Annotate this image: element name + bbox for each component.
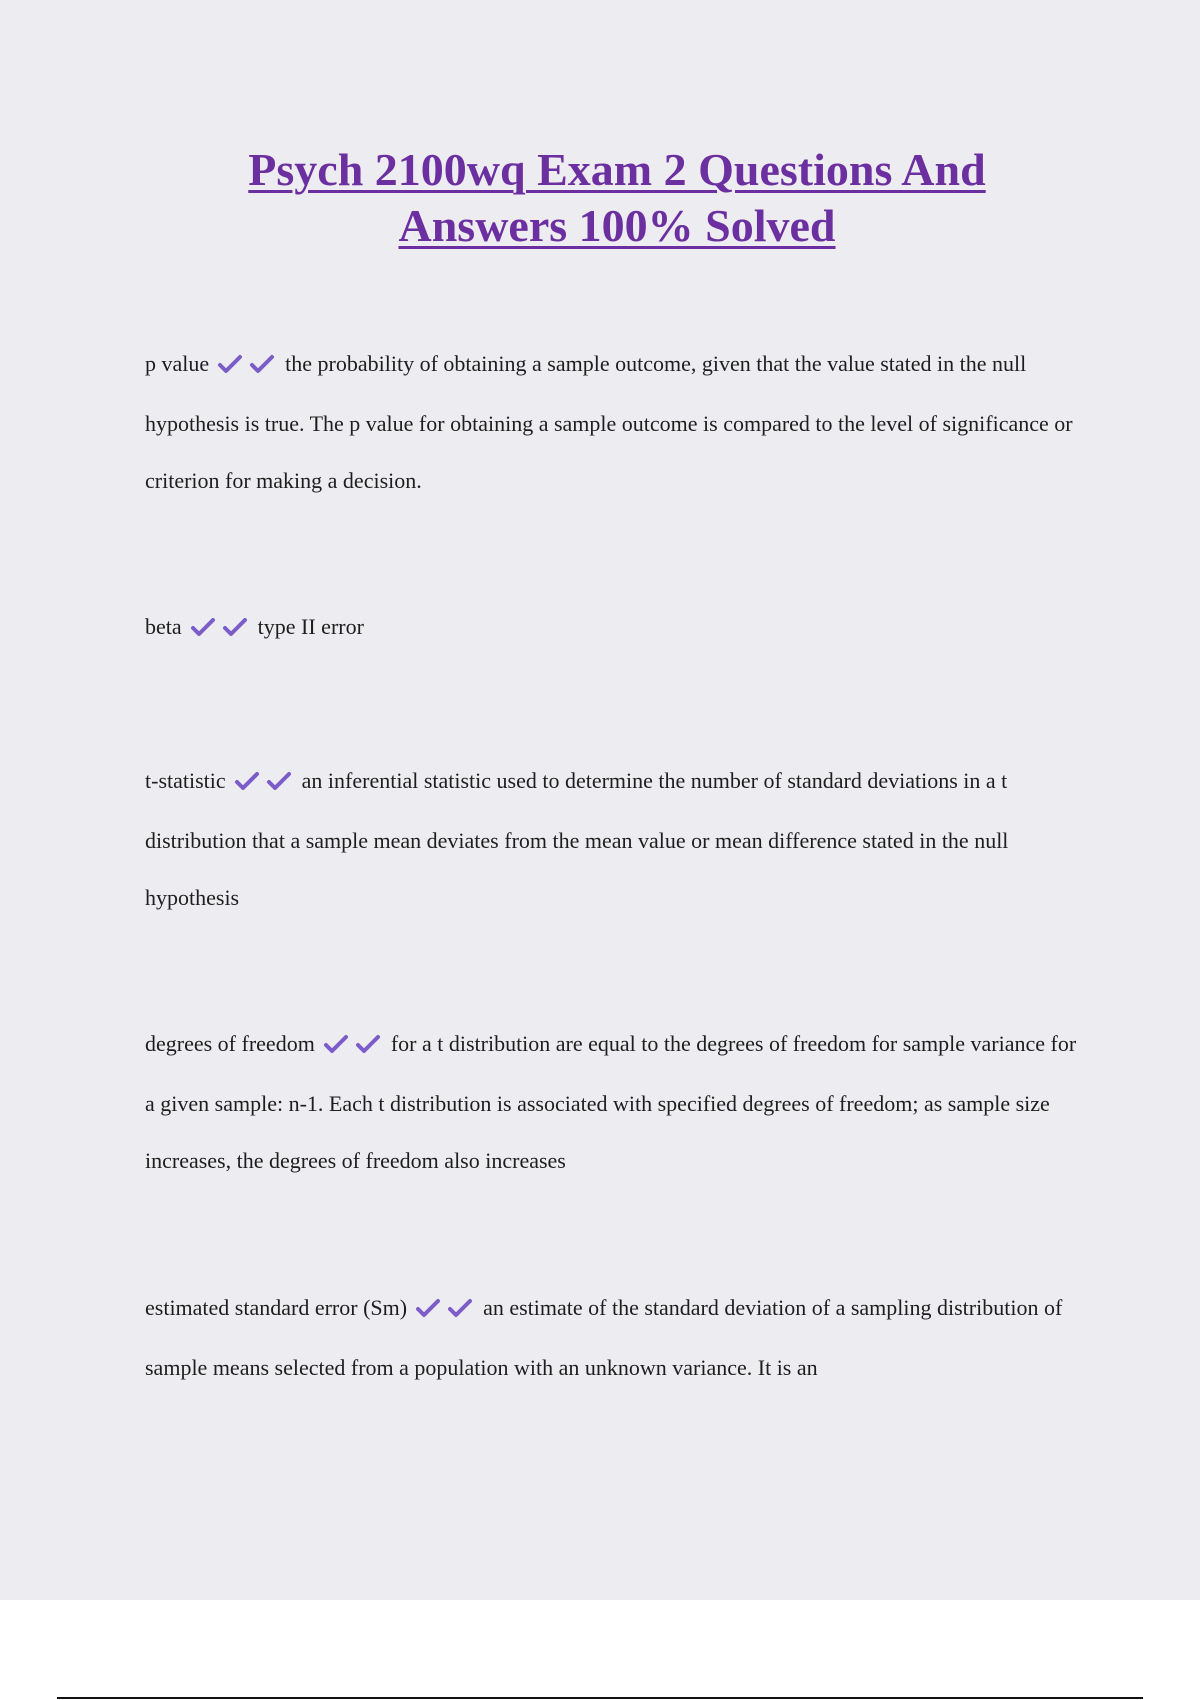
entry-term: beta xyxy=(145,614,182,639)
entry-definition: type II error xyxy=(257,614,364,639)
double-checkmark-icon xyxy=(323,1018,387,1075)
entry-degrees-of-freedom xyxy=(145,1015,1090,1189)
entry-term: degrees of freedom xyxy=(145,1031,315,1056)
entry-definition: the probability of obtaining a sample outcome, given that the value stated in the null hypothesis is true. The p value for obtaining a sample outcome is compared to the level of significance or criterion for making a decision. xyxy=(145,351,1073,493)
entry-term: p value xyxy=(145,351,210,376)
entry-beta xyxy=(145,598,1090,658)
footer-divider xyxy=(57,1697,1143,1699)
double-checkmark-icon xyxy=(234,755,298,812)
entry-estimated-standard-error xyxy=(145,1279,1090,1396)
entry-definition: for a t distribution are equal to the degrees of freedom for sample variance for a given sample: n-1. Each t distribution is associated with specified degrees of freedom; as sample size increases, the degrees of freedom also increases xyxy=(145,1031,1077,1173)
double-checkmark-icon xyxy=(415,1282,479,1339)
double-checkmark-icon xyxy=(217,338,281,395)
title-line-2: Answers 100% Solved xyxy=(398,200,836,251)
entry-definition: an estimate of the standard deviation of a sampling distribution of sample means selected from a population with an unknown variance. It is an xyxy=(145,1295,1063,1380)
title-line-1: Psych 2100wq Exam 2 Questions And xyxy=(248,144,986,195)
entry-term: estimated standard error (Sm) xyxy=(145,1295,408,1320)
entry-term: t-statistic xyxy=(145,768,226,793)
entry-t-statistic xyxy=(145,752,1090,926)
double-checkmark-icon xyxy=(190,601,254,658)
entry-definition: an inferential statistic used to determine the number of standard deviations in a t distribution that a sample mean deviates from the mean value or mean difference stated in the null hypothesis xyxy=(145,768,1009,910)
document-title xyxy=(0,142,1200,254)
entry-p-value xyxy=(145,335,1090,509)
